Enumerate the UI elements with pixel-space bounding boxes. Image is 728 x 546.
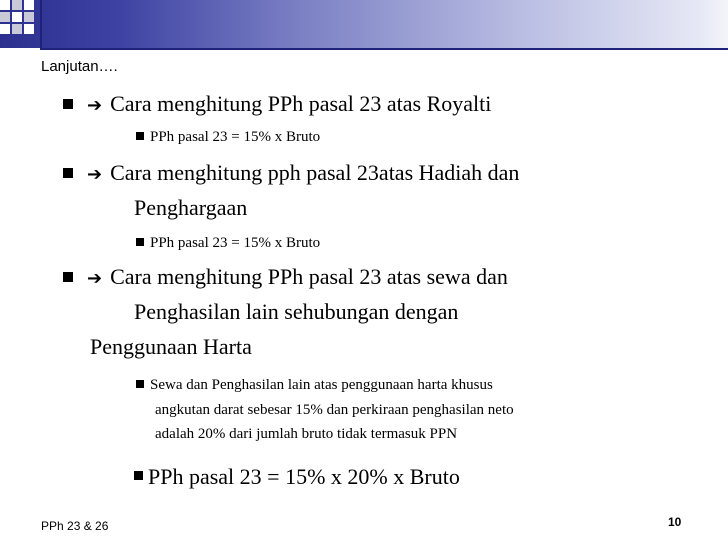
bullet-text: Cara menghitung PPh pasal 23 atas sewa dan [110,264,508,289]
bullet-text: Cara menghitung PPh pasal 23 atas Royalti [110,91,492,116]
sub-bullet-text-continuation: angkutan darat sebesar 15% dan perkiraan penghasilan neto [155,402,514,418]
bullet-item-hadiah [63,160,519,186]
sub-bullet-text: PPh pasal 23 = 15% x Bruto [150,235,321,251]
sub-bullet-text: Sewa dan Penghasilan lain atas penggunaan harta khusus [150,377,493,393]
footer-title: PPh 23 & 26 [41,519,109,533]
arrow-right-icon: ➔ [87,268,103,289]
bullet-text: Cara menghitung pph pasal 23atas Hadiah dan [110,160,520,185]
sub-bullet-text: PPh pasal 23 = 15% x Bruto [150,129,321,145]
sub-bullet-formula [134,464,460,490]
sub-bullet-sewa [136,375,493,395]
bullet-item-sewa [63,264,508,290]
arrow-right-icon: ➔ [87,95,103,116]
slide-subtitle: Lanjutan…. [41,58,118,75]
square-bullet-icon [134,471,143,480]
bullet-item-royalti [63,91,491,117]
square-bullet-icon [63,272,73,282]
sub-bullet-royalti [136,127,320,147]
square-bullet-icon [136,380,144,388]
bullet-text-continuation: Penghargaan [134,195,248,220]
square-bullet-icon [136,132,144,140]
sub-bullet-hadiah [136,233,320,253]
header-vertical-rule [40,0,42,50]
bullet-text-continuation: Penghasilan lain sehubungan dengan [134,299,459,324]
square-bullet-icon [136,238,144,246]
header-horizontal-rule [40,48,728,50]
formula-text: PPh pasal 23 = 15% x 20% x Bruto [148,464,460,489]
sub-bullet-text-continuation: adalah 20% dari jumlah bruto tidak termasuk PPN [155,426,458,442]
arrow-right-icon: ➔ [87,164,103,185]
square-bullet-icon [63,168,73,178]
page-number: 10 [668,515,682,529]
bullet-text-continuation: Penggunaan Harta [90,334,252,359]
header-band [0,0,728,48]
square-bullet-icon [63,99,73,109]
